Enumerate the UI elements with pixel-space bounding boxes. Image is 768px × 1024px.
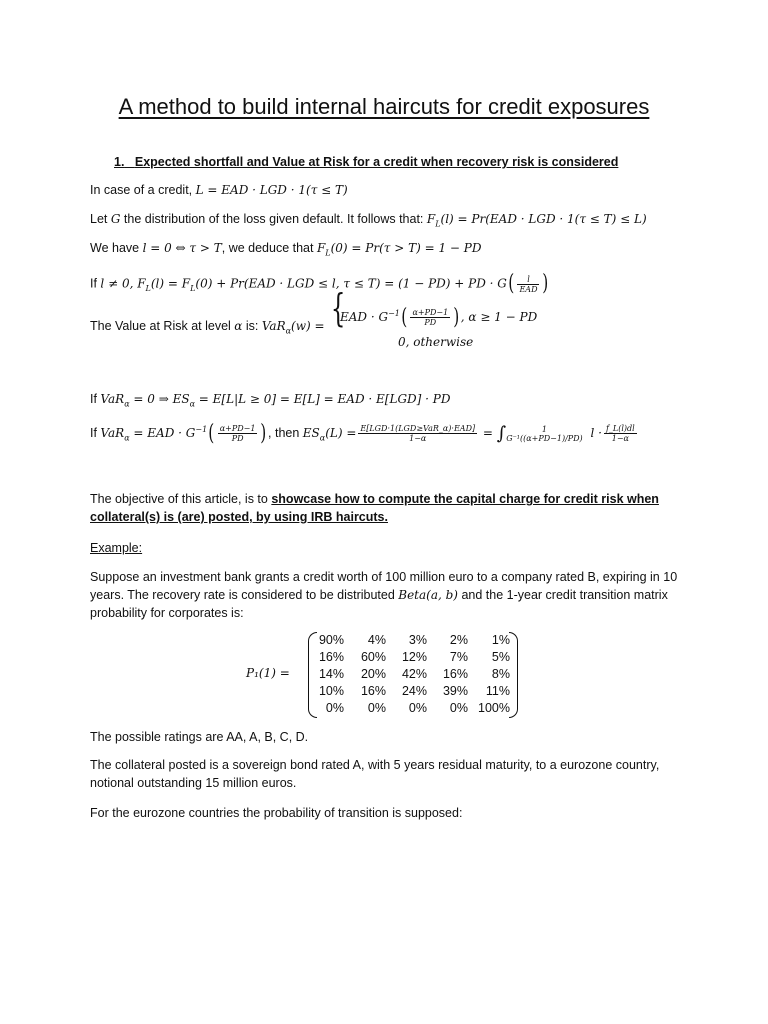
paren-open: ( xyxy=(401,304,408,330)
left-brace: { xyxy=(330,286,346,330)
matrix-row xyxy=(316,632,510,649)
text: If xyxy=(90,426,101,441)
nonzero-loss-line xyxy=(90,273,550,297)
formula: l = 0 ⇔ τ > T xyxy=(142,241,222,255)
formula: VaR xyxy=(100,392,125,406)
matrix-row xyxy=(316,666,510,683)
matrix-cell: 5% xyxy=(491,650,510,664)
fraction xyxy=(517,275,539,294)
matrix-cell: 42% xyxy=(401,667,427,681)
matrix-cell: 16% xyxy=(318,650,344,664)
text: Suppose an investment bank grants a credit worth of 100 million euro to a company rated B, expiring in 10 years. The recovery rate is considered to be distributed xyxy=(90,570,678,602)
text: Let xyxy=(90,212,111,226)
formula: l ≠ 0, F xyxy=(100,276,146,291)
formula: VaR xyxy=(261,319,286,333)
superscript: −1 xyxy=(195,425,208,434)
fraction-denominator: EAD xyxy=(519,284,538,294)
fraction xyxy=(358,424,477,443)
formula: (l) = F xyxy=(150,276,191,291)
var-definition-line xyxy=(90,318,325,340)
formula: Beta(a, b) xyxy=(398,588,458,602)
objective-paragraph xyxy=(90,490,680,526)
fraction xyxy=(218,424,258,443)
matrix-cell: 12% xyxy=(401,650,427,664)
var-case-1 xyxy=(340,306,537,329)
fraction-denominator: 1−α xyxy=(409,434,427,444)
text: The objective of this article, is to xyxy=(90,492,272,506)
matrix-cell: 8% xyxy=(491,667,510,681)
fraction-numerator: E[LGD·1(LGD≥VaR_α)·EAD] xyxy=(360,424,476,434)
integral-sign: ∫ xyxy=(496,422,507,444)
formula: (w) = xyxy=(291,319,325,333)
example-paragraph xyxy=(90,568,680,622)
collateral-paragraph: The collateral posted is a sovereign bond rated A, with 5 years residual maturity, to a eurozone country, notional outstanding 15 million euros. xyxy=(90,758,660,790)
matrix-cell: 4% xyxy=(367,633,386,647)
fraction-numerator: f_L(l)dl xyxy=(605,424,635,434)
emphasis-text: showcase how to compute the capital charge for credit risk when collateral(s) is (are) posted, by using IRB haircuts. xyxy=(90,492,659,524)
formula: = xyxy=(479,426,497,441)
fraction-denominator: PD xyxy=(424,318,437,328)
formula: F xyxy=(316,241,326,255)
formula-var: G xyxy=(110,212,121,226)
formula: = EAD · G xyxy=(129,426,196,441)
text: and the 1-year credit transition matrix probability for corporates is: xyxy=(90,588,668,620)
matrix-label: P₁(1) = xyxy=(246,666,290,680)
section-heading xyxy=(114,154,618,170)
matrix-cell: 7% xyxy=(449,650,468,664)
paren-open: ( xyxy=(208,420,215,446)
formula: EAD · G xyxy=(340,310,389,325)
fraction-numerator: α+PD−1 xyxy=(219,424,256,434)
formula: (0) + Pr(EAD · LGD ≤ l, τ ≤ T) = (1 − PD) + PD · G xyxy=(195,276,507,291)
formula: (L) = xyxy=(325,426,357,441)
integral-lower: G⁻¹((α+PD−1)/PD) xyxy=(506,433,583,443)
paren-close: ) xyxy=(453,304,460,330)
formula: = E[L|L ≥ 0] = E[L] = EAD · E[LGD] · PD xyxy=(194,392,451,406)
example-label: Example: xyxy=(90,541,143,555)
matrix-cell: 60% xyxy=(360,650,386,664)
paren-close: ) xyxy=(260,420,267,446)
text: We have xyxy=(90,241,143,255)
var-case-2 xyxy=(398,334,473,350)
matrix-row xyxy=(316,649,510,666)
subscript: α xyxy=(124,433,130,443)
subscript: L xyxy=(435,219,441,229)
formula: l · xyxy=(586,426,602,441)
text: If xyxy=(90,392,101,406)
subscript: L xyxy=(190,283,196,293)
section-number: 1. xyxy=(114,155,125,169)
matrix-row xyxy=(316,683,510,700)
text: , then xyxy=(268,426,303,441)
formula: 0, otherwise xyxy=(398,335,474,349)
matrix-cell: 0% xyxy=(325,701,344,715)
formula: F xyxy=(426,212,436,226)
ratings-paragraph: The possible ratings are AA, A, B, C, D. xyxy=(90,730,309,744)
matrix-cell: 100% xyxy=(478,701,510,715)
credit-loss-definition xyxy=(90,182,348,198)
formula-var: α xyxy=(234,319,243,333)
formula: (l) = Pr(EAD · LGD · 1(τ ≤ T) ≤ L) xyxy=(440,212,647,226)
integral-limits xyxy=(504,425,585,443)
matrix-cell: 39% xyxy=(442,684,468,698)
matrix-body xyxy=(308,630,518,720)
matrix-table xyxy=(316,632,510,717)
subscript: α xyxy=(189,399,195,409)
fraction-denominator: 1−α xyxy=(611,434,629,444)
matrix-cell: 14% xyxy=(318,667,344,681)
fraction-numerator: l xyxy=(517,275,539,285)
formula: ES xyxy=(302,426,320,441)
paren-open: ( xyxy=(508,271,515,296)
section-title: Expected shortfall and Value at Risk for a credit when recovery risk is considered xyxy=(134,155,619,169)
formula: L = EAD · LGD · 1(τ ≤ T) xyxy=(195,183,348,197)
subscript: L xyxy=(325,248,331,258)
subscript: α xyxy=(124,399,130,409)
superscript: −1 xyxy=(388,309,400,318)
matrix-right-bracket xyxy=(509,632,518,718)
fraction-denominator: PD xyxy=(231,434,244,444)
formula: = 0 ⇒ ES xyxy=(129,392,190,406)
matrix-cell: 1% xyxy=(491,633,510,647)
integral-upper: 1 xyxy=(541,424,547,434)
matrix-cell: 16% xyxy=(442,667,468,681)
matrix-cell: 0% xyxy=(367,701,386,715)
matrix-cell: 0% xyxy=(449,701,468,715)
paren-close: ) xyxy=(542,271,549,296)
es-zero-var-line xyxy=(90,391,450,413)
fraction-numerator: α+PD−1 xyxy=(412,308,449,318)
matrix-cell: 3% xyxy=(408,633,427,647)
text: the distribution of the loss given default. It follows that: xyxy=(120,212,427,226)
fraction xyxy=(410,308,450,327)
formula: , α ≥ 1 − PD xyxy=(460,310,538,325)
matrix-cell: 0% xyxy=(408,701,427,715)
document-title: A method to build internal haircuts for credit exposures xyxy=(118,94,650,119)
formula: (0) = Pr(τ > T) = 1 − PD xyxy=(330,241,482,255)
matrix-cell: 24% xyxy=(401,684,427,698)
matrix-cell: 20% xyxy=(360,667,386,681)
formula: VaR xyxy=(100,426,125,441)
matrix-cell: 16% xyxy=(360,684,386,698)
es-nonzero-var-line xyxy=(90,422,639,447)
text: In case of a credit, xyxy=(90,183,196,197)
matrix-cell: 10% xyxy=(318,684,344,698)
loss-distribution-line xyxy=(90,211,647,233)
subscript: α xyxy=(285,326,292,336)
deduction-line xyxy=(90,240,481,262)
matrix-cell: 90% xyxy=(318,633,344,647)
text: The Value at Risk at level xyxy=(90,319,235,333)
matrix-cell: 2% xyxy=(449,633,468,647)
fraction xyxy=(604,424,637,443)
matrix-cell: 11% xyxy=(485,684,510,698)
text: If xyxy=(90,276,101,291)
subscript: α xyxy=(319,433,326,443)
matrix-row xyxy=(316,700,510,717)
subscript: L xyxy=(145,283,151,293)
text: , we deduce that xyxy=(221,241,317,255)
eurozone-paragraph: For the eurozone countries the probability of transition is supposed: xyxy=(90,806,463,820)
text: is: xyxy=(242,319,262,333)
